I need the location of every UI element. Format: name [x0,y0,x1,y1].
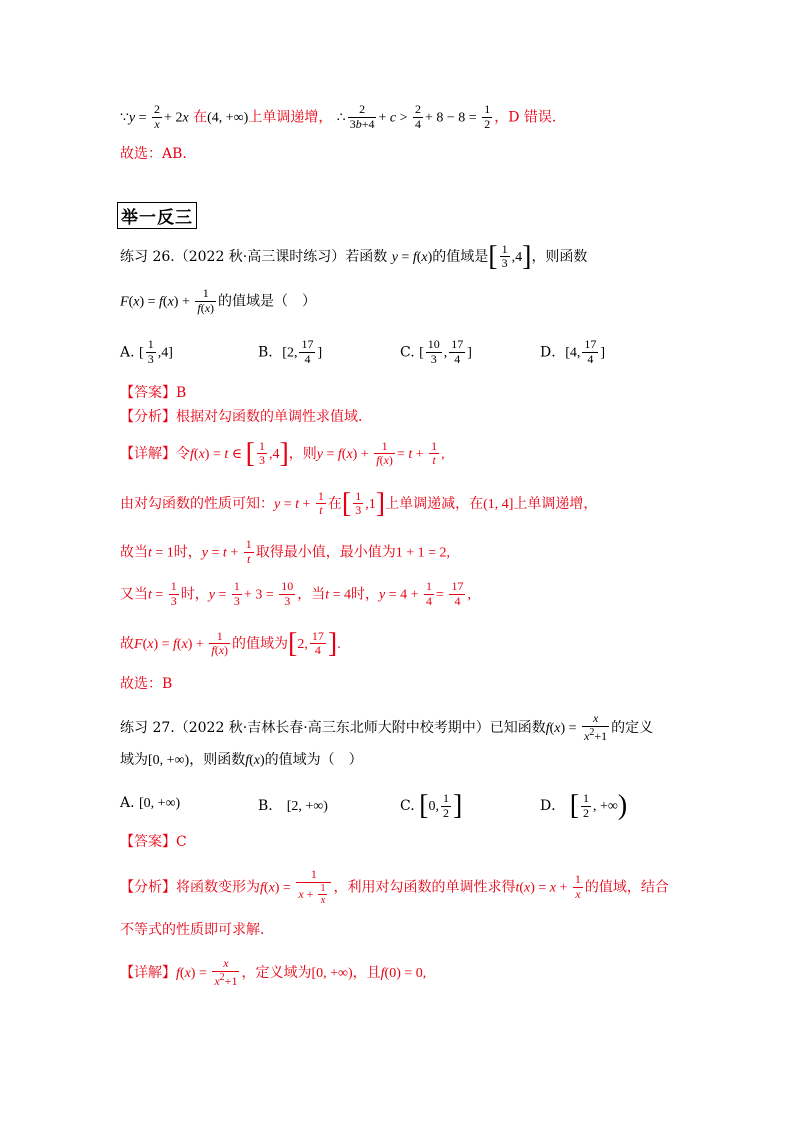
ex26-question-line2: F(x) = f(x) + $\frac{1}{f(x)}$ 的值域是（ ） [120,286,317,315]
text: 将函数变形为 [176,879,260,896]
analysis-text: 根据对勾函数的单调性求值域. [176,409,363,425]
text: 上单调递增， [513,495,598,512]
ex26-analysis [120,409,362,426]
ex26-label: 练习 26. [120,248,175,265]
ex26-detail-line5: 故F(x) = f(x) + $\frac{1}{f(x)}$ 的值域为[2, $\frac{17}{4}$ ]. [120,628,341,659]
text: 时， [180,586,209,603]
text: ，D 错误. [494,109,557,126]
text: 故当 [120,544,148,561]
ex26-option-a: A. [ $\frac{1}{3}$ ,4] [120,337,173,366]
line-monotonic: ∵y = $\frac{2}{x}$ + 2x 在(4, +∞)上单调递增， ∴ $\frac{2}{3b+4}$ + c > $\frac{2}{4}$ + 8 − 8 = $\frac{1}{2}$ ，D 错误. [120,102,557,131]
text: 上单调递增， [248,109,333,126]
ex26-detail-line1: 【详解】令f(x) = t ∈ [ $\frac{1}{3}$ ,4]，则y = f(x) + $\frac{1}{f(x)}$ = t + $\frac{1}{t}$ , [120,438,445,469]
detail-tag: 【详解】 [120,964,176,981]
ex27-answer: 【答案】C [120,834,187,850]
ex26-choose: 故选：B [120,676,173,692]
text: 在 [327,495,342,512]
ex27-label: 练习 27. [120,719,175,736]
text: 时， [351,586,380,603]
text: 的值域为 [232,635,289,652]
ex26-answer: 【答案】B [120,385,187,401]
text: ，且 [352,964,381,981]
text: ，则 [288,445,317,462]
ex27-option-b: B． [2, +∞) [258,798,328,814]
ex26-detail-line2: 由对勾函数的性质可知：y = t + $\frac{1}{t}$ 在[ $\frac{1}{3}$ ,1]上单调递减，在(1, 4]上单调递增， [120,488,598,519]
choose-ab: 故选：AB. [120,146,187,162]
ex26-option-c: C. [ $\frac{10}{3}$ , $\frac{17}{4}$ ] [400,337,472,366]
text: 取得最小值，最小值为 [255,544,396,561]
ex27-question-line2: 域为[0, +∞)，则函数f(x)的值域为（ ） [120,752,363,768]
section-heading: 举一反三 [117,202,197,229]
text: 的值域是 [432,248,489,265]
option-label: D． [540,798,566,814]
text: 令 [176,445,190,462]
ex27-option-d: D． [ $\frac{1}{2}$ , +∞) [540,790,628,821]
text: 又当 [120,586,148,603]
text: 已知函数 [489,719,546,736]
ex27-analysis-line2: 不等式的性质即可求解. [120,922,265,938]
option-label: B． [258,344,283,361]
ex26-option-d: D．[4, $\frac{17}{4}$ ] [540,337,606,366]
ex27-source: （2022 秋·吉林长春·高三东北师大附中校考期中） [174,719,490,736]
option-label: B． [258,798,283,814]
text: 故 [120,635,134,652]
option-label: C. [400,798,415,814]
text: 域为 [120,752,148,768]
text: ，则函数 [531,248,588,265]
ex27-detail-line1: 【详解】f(x) = $\frac{x}{x^2+1}$ ，定义域为[0, +∞)，且f(0) = 0, [120,956,427,988]
analysis-tag: 【分析】 [120,879,176,896]
ex26-option-b: B．[2, $\frac{17}{4}$ ] [258,337,323,366]
text: ，定义域为 [241,964,312,981]
option-label: C. [400,344,415,361]
ex26-source: （2022 秋·高三课时练习） [174,248,346,265]
text: 的值域是（ ） [218,293,317,310]
analysis-tag: 【分析】 [120,409,176,425]
ex27-analysis-line1: 【分析】将函数变形为f(x) = 1 x + $\frac{1}{x}$ ，利用对勾函数的单调性求得t(x) = x + $\frac{1}{x}$ 的值域，结合 [120,867,669,907]
ex26-detail-line4: 又当t = $\frac{1}{3}$ 时，y = $\frac{1}{3}$ + 3 = $\frac{10}{3}$ ，当t = 4时，y = 4 + $\frac{1}{4}$ = $\frac{17}{4}$ , [120,579,471,608]
text: 上单调递减，在 [385,495,484,512]
text: 时， [173,544,202,561]
ex27-question-line1: 练习 27.（2022 秋·吉林长春·高三东北师大附中校考期中）已知函数f(x) = $\frac{x}{x^2+1}$ 的定义 [120,711,654,743]
text: 的定义 [611,719,654,736]
text: ，则函数 [189,752,246,768]
text: 在 [193,109,208,126]
detail-tag: 【详解】 [120,445,176,462]
ex27-option-c: C. [0, $\frac{1}{2}$ ] [400,790,463,821]
text: ，当 [297,586,326,603]
text: ，利用对勾函数的单调性求得 [333,879,516,896]
text: 的值域，结合 [584,879,669,896]
text: 若函数 [345,248,388,265]
option-label: A. [120,344,135,361]
ex26-question-line1: 练习 26.（2022 秋·高三课时练习）若函数 y = f(x)的值域是[ $\frac{1}{3}$ ,4]，则函数 [120,241,588,272]
option-label: A. [120,795,135,811]
option-label: D． [540,344,566,361]
ex26-detail-line3: 故当t = 1时，y = t + $\frac{1}{t}$ 取得最小值，最小值为1 + 1 = 2, [120,537,451,566]
text: 由对勾函数的性质可知： [120,495,274,512]
ex27-option-a: A. [0, +∞) [120,795,181,811]
text: 的值域为（ ） [264,752,363,768]
